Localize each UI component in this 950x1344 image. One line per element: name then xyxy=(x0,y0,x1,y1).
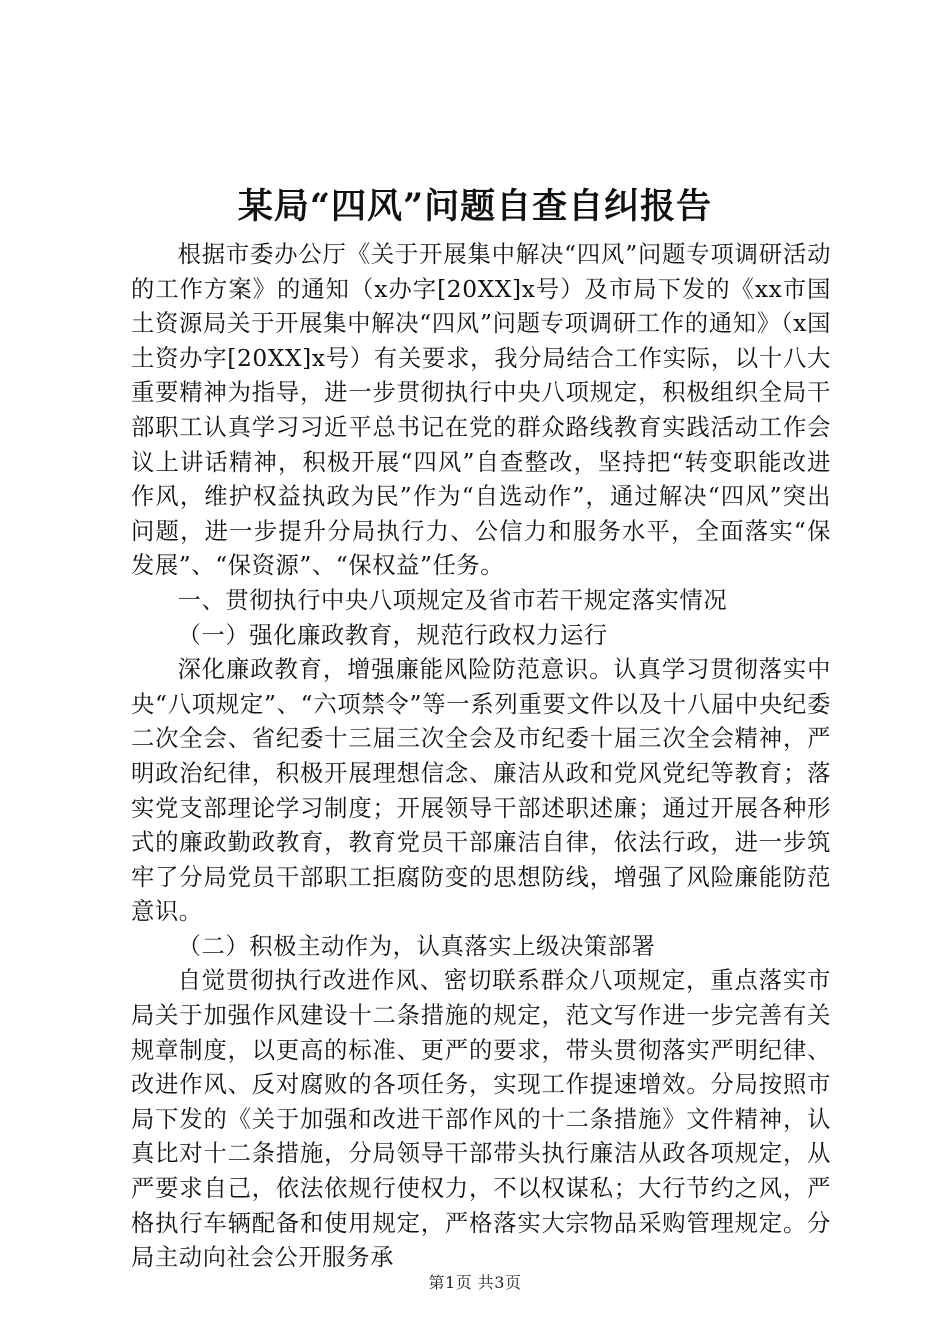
subsection-heading-1: （一）强化廉政教育，规范行政权力运行 xyxy=(177,621,608,649)
page-number-footer: 第1页 共3页 xyxy=(428,1273,522,1292)
subsection-heading-2: （二）积极主动作为，认真落实上级决策部署 xyxy=(177,932,656,960)
document-body xyxy=(131,238,831,1276)
section-heading-1: 一、贯彻执行中央八项规定及省市若干规定落实情况 xyxy=(177,586,728,614)
paragraph-intro: 根据市委办公厅《关于开展集中解决“四风”问题专项调研活动的工作方案》的通知（x办字[20XX]x号）及市局下发的《xx市国土资源局关于开展集中解决“四风”问题专项调研工作的通知》（x国土资办字[20XX]x号）有关要求，我分局结合工作实际，以十八大重要精神为指导，进一步贯彻执行中央八项规定，积极组织全局干部职工认真学习习近平总书记在党的群众路线教育实践活动工作会议上讲话精神，积极开展“四风”自查整改，坚持把“转变职能改进作风，维护权益执政为民”作为“自选动作”，通过解决“四风”突出问题，进一步提升分局执行力、公信力和服务水平，全面落实“保发展”、“保资源”、“保权益”任务。 xyxy=(131,241,831,580)
paragraph-integrity-education: 深化廉政教育，增强廉能风险防范意识。认真学习贯彻落实中央“八项规定”、“六项禁令”等一系列重要文件以及十八届中央纪委二次全会、省纪委十三届三次全会及市纪委十届三次全会精神，严明政治纪律，积极开展理想信念、廉洁从政和党风党纪等教育；落实党支部理论学习制度；开展领导干部述职述廉；通过开展各种形式的廉政勤政教育，教育党员干部廉洁自律，依法行政，进一步筑牢了分局党员干部职工拒腐防变的思想防线，增强了风险廉能防范意识。 xyxy=(131,656,831,926)
document-title: 某局“四风”问题自查自纠报告 xyxy=(237,186,713,227)
paragraph-implementation: 自觉贯彻执行改进作风、密切联系群众八项规定，重点落实市局关于加强作风建设十二条措施的规定，范文写作进一步完善有关规章制度，以更高的标准、更严的要求，带头贯彻落实严明纪律、改进作风、反对腐败的各项任务，实现工作提速增效。分局按照市局下发的《关于加强和改进干部作风的十二条措施》文件精神，认真比对十二条措施，分局领导干部带头执行廉洁从政各项规定，从严要求自己，依法依规行使权力，不以权谋私；大行节约之风，严格执行车辆配备和使用规定，严格落实大宗物品采购管理规定。分局主动向社会公开服务承 xyxy=(131,967,831,1272)
